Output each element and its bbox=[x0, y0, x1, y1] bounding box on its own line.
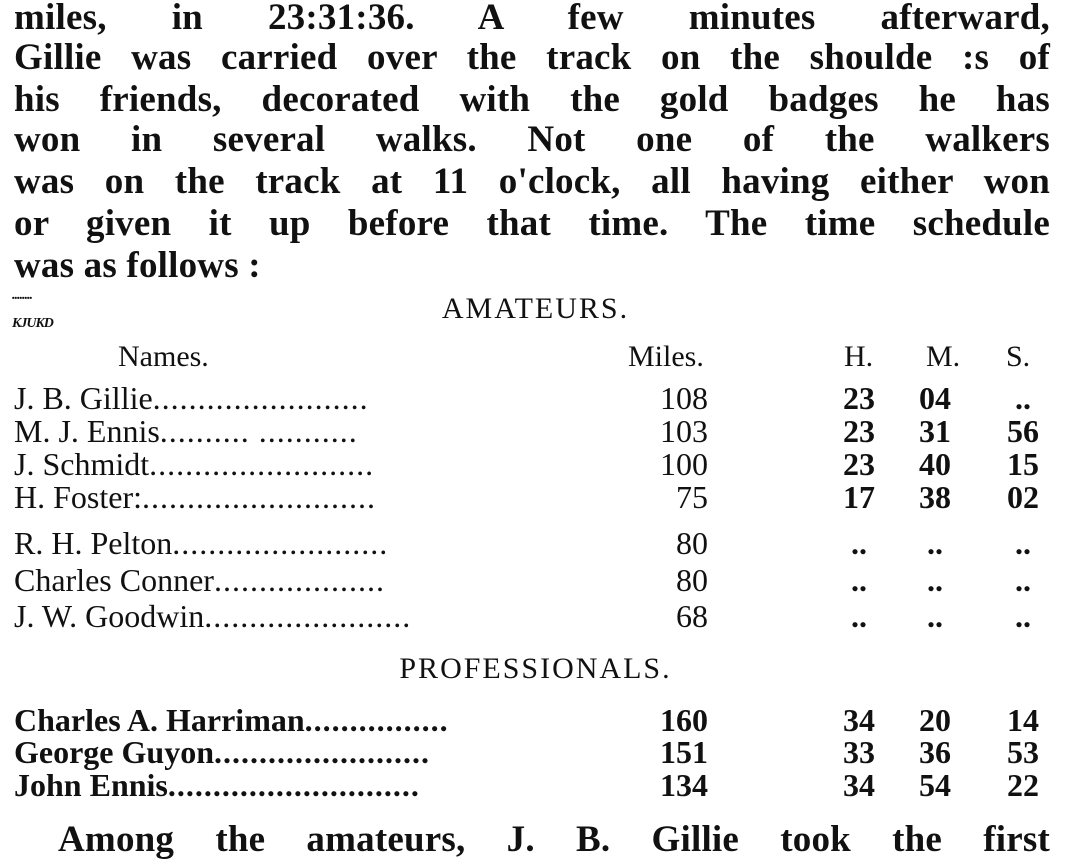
miles-value: 80 bbox=[676, 525, 708, 561]
hours-value: .. bbox=[851, 525, 867, 561]
seconds-value: .. bbox=[1015, 380, 1031, 416]
paragraph-line-4: won in several walks. Not one of the walkers bbox=[14, 119, 1050, 160]
seconds-value: 53 bbox=[1007, 734, 1039, 770]
miles-value: 100 bbox=[660, 446, 708, 482]
leader-dots: ....................... bbox=[204, 598, 412, 634]
leader-dots: ........................ bbox=[172, 525, 389, 561]
hours-value: 23 bbox=[843, 413, 875, 449]
walker-name-cell bbox=[14, 598, 640, 635]
miles-value: 160 bbox=[660, 702, 708, 738]
leader-dots: ................ bbox=[304, 702, 449, 738]
minutes-value: .. bbox=[927, 598, 943, 634]
table-row bbox=[0, 413, 1071, 447]
leader-dots: ........................ bbox=[213, 734, 430, 770]
miles-value: 80 bbox=[676, 562, 708, 598]
miles-value: 134 bbox=[660, 767, 708, 803]
paragraph-line-5: was on the track at 11 o'clock, all having either won bbox=[14, 161, 1050, 202]
paragraph-line-1: miles, in 23:31:36. A few minutes afterward, bbox=[14, 0, 1050, 38]
hours-value: 34 bbox=[843, 702, 875, 738]
seconds-value: 15 bbox=[1007, 446, 1039, 482]
walker-name: J. Schmidt bbox=[14, 446, 150, 482]
minutes-value: 20 bbox=[919, 702, 951, 738]
closing-paragraph-line: Among the amateurs, J. B. Gillie took the first bbox=[58, 819, 1050, 860]
margin-mark-2: KJUKD bbox=[12, 316, 53, 331]
margin-mark-1: ........ bbox=[12, 288, 32, 303]
minutes-value: 36 bbox=[919, 734, 951, 770]
table-row bbox=[0, 525, 1071, 559]
walker-name: Charles A. Harriman bbox=[14, 702, 305, 738]
hours-value: .. bbox=[851, 598, 867, 634]
leader-dots: ........................ bbox=[152, 380, 369, 416]
minutes-value: .. bbox=[927, 525, 943, 561]
seconds-value: .. bbox=[1015, 525, 1031, 561]
minutes-value: 54 bbox=[919, 767, 951, 803]
column-header-seconds: S. bbox=[1006, 340, 1031, 373]
walker-name: J. B. Gillie bbox=[14, 380, 153, 416]
paragraph-line-7: was as follows : bbox=[14, 245, 261, 286]
walker-name-cell bbox=[14, 446, 640, 483]
minutes-value: 31 bbox=[919, 413, 951, 449]
seconds-value: 14 bbox=[1007, 702, 1039, 738]
walker-name-cell bbox=[14, 479, 640, 516]
table-row bbox=[0, 446, 1071, 480]
miles-value: 75 bbox=[676, 479, 708, 515]
table-row bbox=[0, 479, 1071, 513]
hours-value: 23 bbox=[843, 380, 875, 416]
hours-value: 34 bbox=[843, 767, 875, 803]
leader-dots: ......................... bbox=[149, 446, 375, 482]
seconds-value: .. bbox=[1015, 562, 1031, 598]
walker-name: M. J. Ennis bbox=[14, 413, 160, 449]
miles-value: 103 bbox=[660, 413, 708, 449]
paragraph-line-3: his friends, decorated with the gold badges he has bbox=[14, 79, 1050, 120]
walker-name: H. Foster: bbox=[14, 479, 142, 515]
column-header-hours: H. bbox=[844, 340, 874, 373]
column-header-minutes: M. bbox=[926, 340, 961, 373]
leader-dots: .......... ........... bbox=[159, 413, 358, 449]
walker-name-cell bbox=[14, 767, 640, 804]
walker-name: George Guyon bbox=[14, 734, 214, 770]
miles-value: 68 bbox=[676, 598, 708, 634]
walker-name-cell bbox=[14, 734, 640, 771]
amateurs-heading: AMATEURS. bbox=[441, 292, 630, 325]
walker-name-cell bbox=[14, 525, 640, 562]
walker-name-cell bbox=[14, 380, 640, 417]
walker-name-cell bbox=[14, 562, 640, 599]
table-row bbox=[0, 734, 1071, 768]
table-row bbox=[0, 702, 1071, 736]
walker-name: Charles Conner bbox=[14, 562, 214, 598]
paragraph-line-6: or given it up before that time. The time schedule bbox=[14, 203, 1050, 244]
column-header-names: Names. bbox=[118, 340, 209, 373]
walker-name: John Ennis bbox=[14, 767, 168, 803]
column-header-miles: Miles. bbox=[628, 340, 704, 373]
walker-name: J. W. Goodwin bbox=[14, 598, 205, 634]
seconds-value: 22 bbox=[1007, 767, 1039, 803]
hours-value: 23 bbox=[843, 446, 875, 482]
leader-dots: ................... bbox=[213, 562, 385, 598]
leader-dots: .......................... bbox=[142, 479, 376, 515]
walker-name: R. H. Pelton bbox=[14, 525, 173, 561]
paragraph-line-2: Gillie was carried over the track on the shoulde :s of bbox=[14, 37, 1050, 78]
table-row bbox=[0, 767, 1071, 801]
miles-value: 151 bbox=[660, 734, 708, 770]
seconds-value: 02 bbox=[1007, 479, 1039, 515]
hours-value: 33 bbox=[843, 734, 875, 770]
table-row bbox=[0, 562, 1071, 596]
minutes-value: 38 bbox=[919, 479, 951, 515]
seconds-value: .. bbox=[1015, 598, 1031, 634]
professionals-heading: PROFESSIONALS. bbox=[399, 652, 672, 685]
table-row bbox=[0, 598, 1071, 632]
hours-value: 17 bbox=[843, 479, 875, 515]
seconds-value: 56 bbox=[1007, 413, 1039, 449]
miles-value: 108 bbox=[660, 380, 708, 416]
table-row bbox=[0, 380, 1071, 414]
minutes-value: .. bbox=[927, 562, 943, 598]
minutes-value: 04 bbox=[919, 380, 951, 416]
leader-dots: ............................ bbox=[167, 767, 420, 803]
minutes-value: 40 bbox=[919, 446, 951, 482]
hours-value: .. bbox=[851, 562, 867, 598]
walker-name-cell bbox=[14, 413, 640, 450]
